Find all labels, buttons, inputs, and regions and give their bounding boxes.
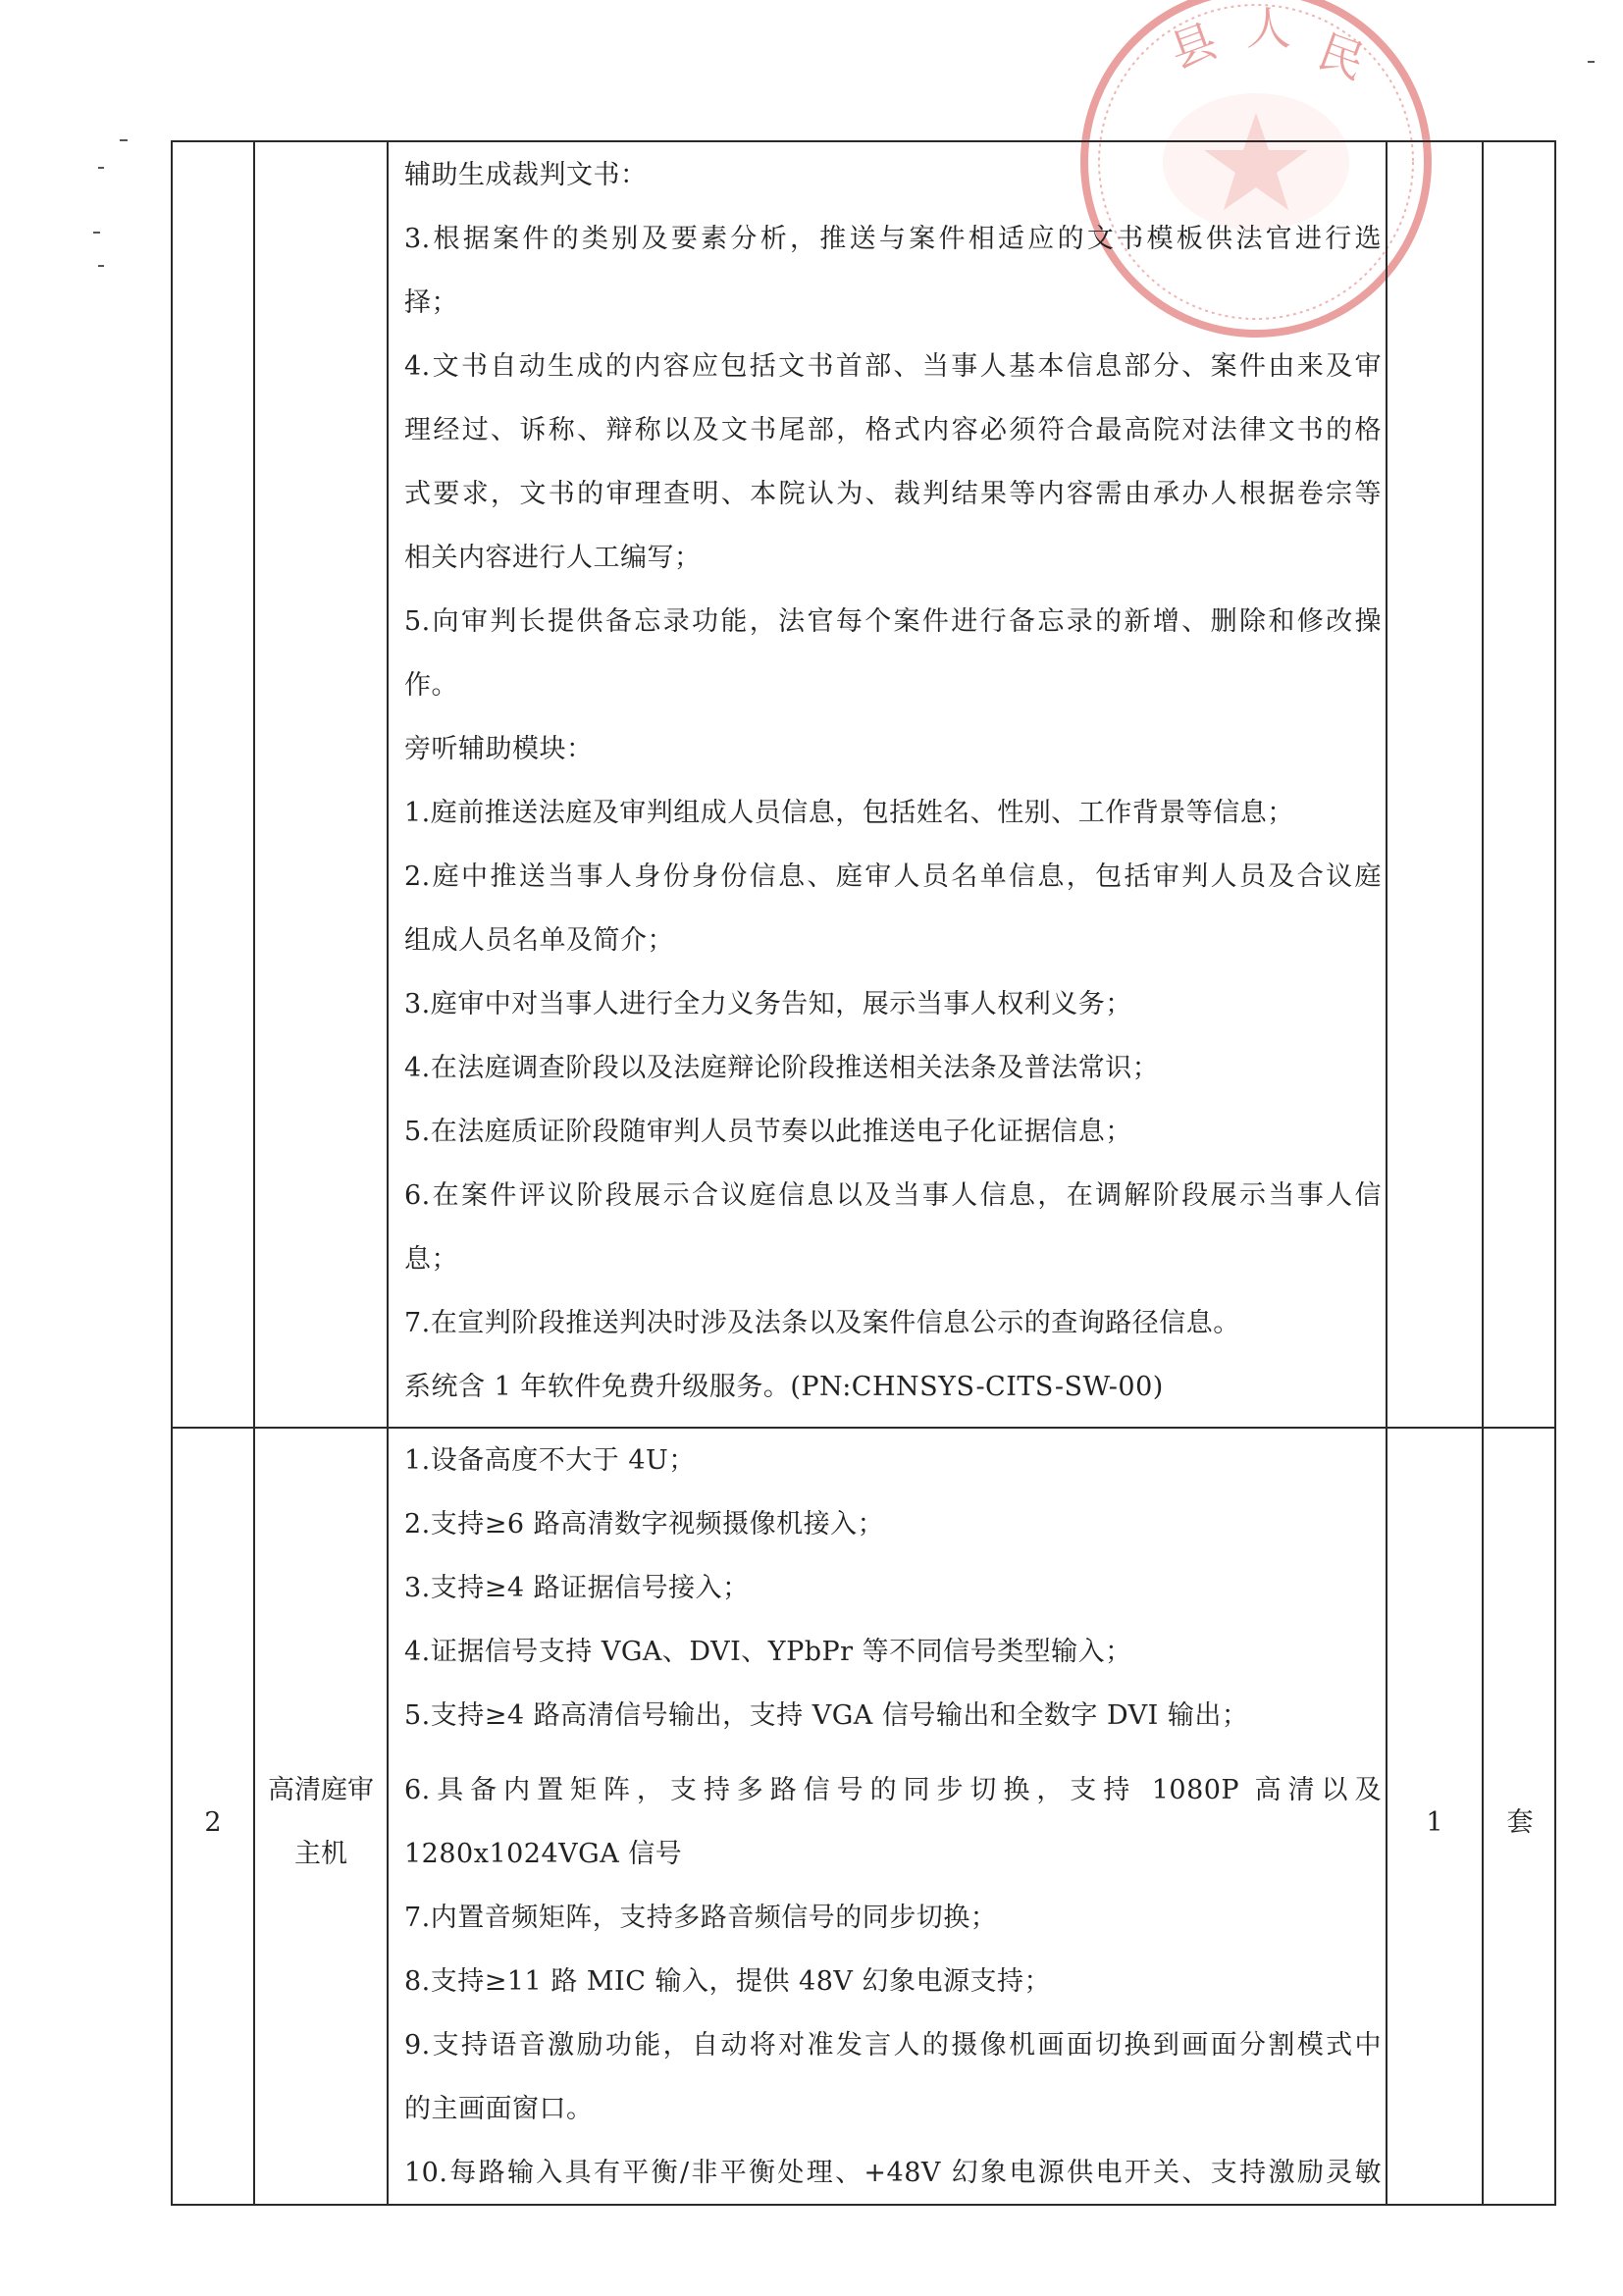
spec-line: 6.具备内置矩阵，支持多路信号的同步切换，支持 1080P 高清以及 xyxy=(404,1775,1382,1805)
scan-speck xyxy=(93,232,100,234)
spec-line: 4.文书自动生成的内容应包括文书首部、当事人基本信息部分、案件由来及审 xyxy=(404,351,1382,382)
spec-line: 3.根据案件的类别及要素分析，推送与案件相适应的文书模板供法官进行选 xyxy=(404,224,1382,254)
spec-line: 组成人员名单及简介； xyxy=(404,925,674,956)
svg-text:民: 民 xyxy=(1311,24,1372,90)
spec-line: 式要求，文书的审理查明、本院认为、裁判结果等内容需由承办人根据卷宗等 xyxy=(404,479,1382,509)
spec-line: 辅助生成裁判文书： xyxy=(404,160,648,190)
row2-item-name-line1: 高清庭审 xyxy=(268,1775,374,1805)
spec-line: 4.在法庭调查阶段以及法庭辩论阶段推送相关法条及普法常识； xyxy=(404,1053,1160,1083)
spec-line: 5.在法庭质证阶段随审判人员节奏以此推送电子化证据信息； xyxy=(404,1117,1132,1147)
row2-quantity: 1 xyxy=(1426,1807,1443,1838)
scan-speck xyxy=(98,167,104,169)
spec-line: 4.证据信号支持 VGA、DVI、YPbPr 等不同信号类型输入； xyxy=(404,1637,1132,1667)
scan-speck xyxy=(98,265,104,267)
svg-text:县: 县 xyxy=(1163,13,1224,79)
spec-line: 1.庭前推送法庭及审判组成人员信息，包括姓名、性别、工作背景等信息； xyxy=(404,798,1294,828)
spec-line: 9.支持语音激励功能，自动将对准发言人的摄像机画面切换到画面分割模式中 xyxy=(404,2030,1382,2061)
row2-unit: 套 xyxy=(1506,1807,1534,1838)
spec-line: 5.支持≥4 路高清信号输出，支持 VGA 信号输出和全数字 DVI 输出； xyxy=(404,1700,1249,1731)
table-column-divider xyxy=(1482,140,1484,2206)
spec-line: 息； xyxy=(404,1244,458,1275)
spec-line: 7.内置音频矩阵，支持多路音频信号的同步切换； xyxy=(404,1903,998,1933)
spec-line: 相关内容进行人工编写； xyxy=(404,543,702,573)
spec-line: 5.向审判长提供备忘录功能，法官每个案件进行备忘录的新增、删除和修改操 xyxy=(404,606,1382,637)
spec-line: 的主画面窗口。 xyxy=(404,2094,594,2124)
spec-line: 1.设备高度不大于 4U； xyxy=(404,1445,696,1476)
svg-text:人: 人 xyxy=(1246,2,1291,55)
table-column-divider xyxy=(387,140,389,2206)
spec-line: 8.支持≥11 路 MIC 输入，提供 48V 幻象电源支持； xyxy=(404,1966,1051,1997)
spec-line: 7.在宣判阶段推送判决时涉及法条以及案件信息公示的查询路径信息。 xyxy=(404,1308,1240,1338)
spec-line: 2.庭中推送当事人身份身份信息、庭审人员名单信息，包括审判人员及合议庭 xyxy=(404,861,1382,892)
spec-line: 作。 xyxy=(404,670,458,701)
spec-line: 2.支持≥6 路高清数字视频摄像机接入； xyxy=(404,1509,885,1539)
spec-line: 3.支持≥4 路证据信号接入； xyxy=(404,1573,750,1603)
table-column-divider xyxy=(1386,140,1387,2206)
spec-line: 旁听辅助模块： xyxy=(404,734,594,764)
spec-line: 6.在案件评议阶段展示合议庭信息以及当事人信息，在调解阶段展示当事人信 xyxy=(404,1180,1382,1211)
table-column-divider xyxy=(253,140,255,2206)
spec-line: 1280x1024VGA 信号 xyxy=(404,1839,683,1869)
row2-index: 2 xyxy=(204,1807,222,1838)
spec-line: 3.庭审中对当事人进行全力义务告知，展示当事人权利义务； xyxy=(404,989,1132,1019)
table-row-divider xyxy=(171,1427,1556,1429)
spec-line: 理经过、诉称、辩称以及文书尾部，格式内容必须符合最高院对法律文书的格 xyxy=(404,415,1382,445)
row2-item-name-line2: 主机 xyxy=(294,1839,347,1869)
scan-speck xyxy=(120,139,128,141)
spec-line: 择； xyxy=(404,287,458,318)
spec-line: 系统含 1 年软件免费升级服务。(PN:CHNSYS-CITS-SW-00) xyxy=(404,1372,1164,1402)
spec-line: 10.每路输入具有平衡/非平衡处理、+48V 幻象电源供电开关、支持激励灵敏 xyxy=(404,2158,1382,2188)
scan-speck xyxy=(1588,61,1595,63)
